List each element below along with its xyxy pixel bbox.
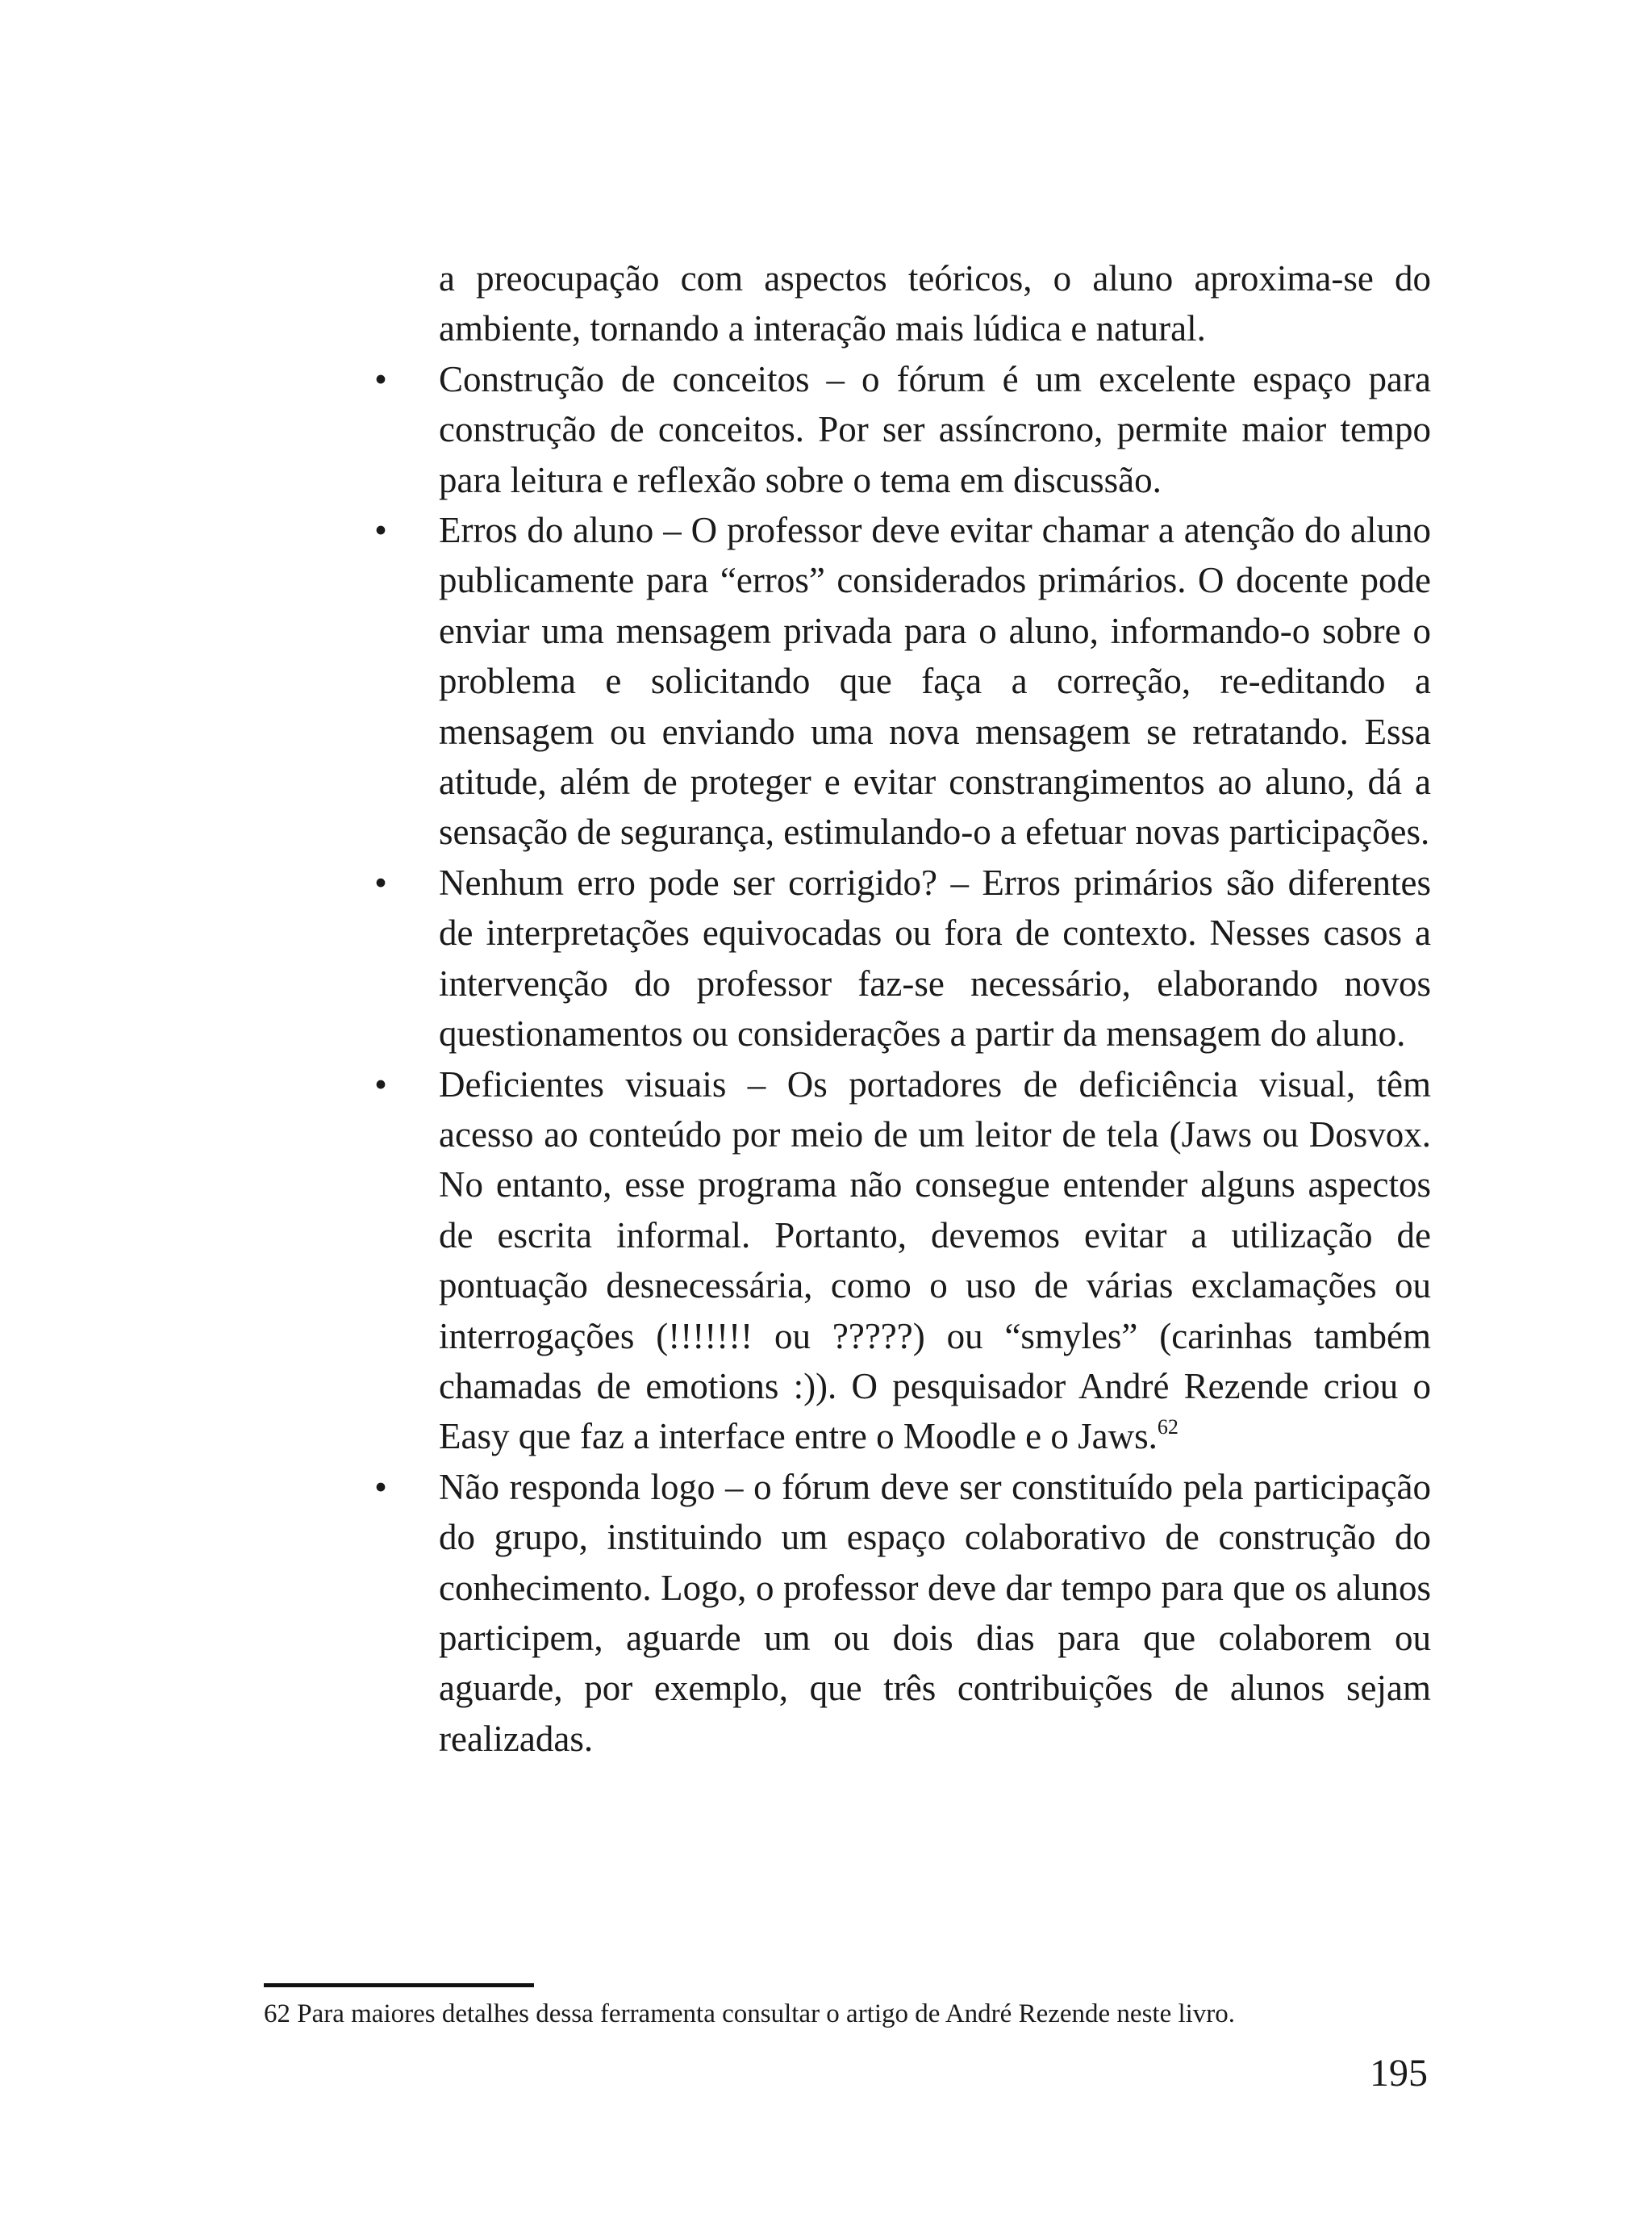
- list-item-text: Nenhum erro pode ser corrigido? – Erros primários são diferentes de interpretações equivocadas ou fora de contexto. Nesses casos a intervenção do professor faz-se necessário, elaborando novos questionamentos ou considerações a partir da mensagem do aluno.: [439, 862, 1431, 1055]
- footnote-reference[interactable]: 62: [1157, 1415, 1179, 1439]
- list-item: [373, 1059, 1431, 1462]
- list-item: [373, 354, 1431, 505]
- list-item: [373, 505, 1431, 858]
- page-number: 195: [1370, 2052, 1428, 2095]
- list-item: [373, 1462, 1431, 1764]
- bullet-icon: •: [374, 510, 387, 551]
- continued-paragraph: a preocupação com aspectos teóricos, o aluno aproxima-se do ambiente, tornando a interação mais lúdica e natural.: [439, 258, 1431, 349]
- list-item-text: Deficientes visuais – Os portadores de deficiência visual, têm acesso ao conteúdo por meio de um leitor de tela (Jaws ou Dosvox. No entanto, esse programa não consegue entender alguns aspectos de escrita informal. Portanto, devemos evitar a utilização de pontuação desnecessária, como o uso de várias exclamações ou interrogações (!!!!!!! ou ?????) ou “smyles” (carinhas também chamadas de emotions :)). O pesquisador André Rezende criou o Easy que faz a interface entre o Moodle e o Jaws.: [439, 1063, 1431, 1457]
- list-item-text: Erros do aluno – O professor deve evitar chamar a atenção do aluno publicamente para “erros” considerados primários. O docente pode enviar uma mensagem privada para o aluno, informando-o sobre o problema e solicitando que faça a correção, re-editando a mensagem ou enviando uma nova mensagem se retratando. Essa atitude, além de proteger e evitar constrangimentos ao aluno, dá a sensação de segurança, estimulando-o a efetuar novas participações.: [439, 510, 1431, 853]
- bullet-icon: •: [374, 1063, 387, 1105]
- footnote-separator: [264, 1983, 534, 1987]
- bullet-icon: •: [374, 358, 387, 399]
- bullet-icon: •: [374, 1466, 387, 1507]
- list-item: [373, 858, 1431, 1059]
- list-item-text: Construção de conceitos – o fórum é um excelente espaço para construção de conceitos. Por ser assíncrono, permite maior tempo para leitura e reflexão sobre o tema em discussão.: [439, 358, 1431, 500]
- bullet-icon: •: [374, 862, 387, 903]
- bullet-list: [373, 354, 1431, 1764]
- body-text: [373, 253, 1431, 1764]
- footnote-text: 62 Para maiores detalhes dessa ferramenta consultar o artigo de André Rezende neste livro.: [264, 1999, 1236, 2028]
- list-item-text: Não responda logo – o fórum deve ser constituído pela participação do grupo, instituindo um espaço colaborativo de construção do conhecimento. Logo, o professor deve dar tempo para que os alunos participem, aguarde um ou dois dias para que colaborem ou aguarde, por exemplo, que três contribuições de alunos sejam realizadas.: [439, 1466, 1431, 1759]
